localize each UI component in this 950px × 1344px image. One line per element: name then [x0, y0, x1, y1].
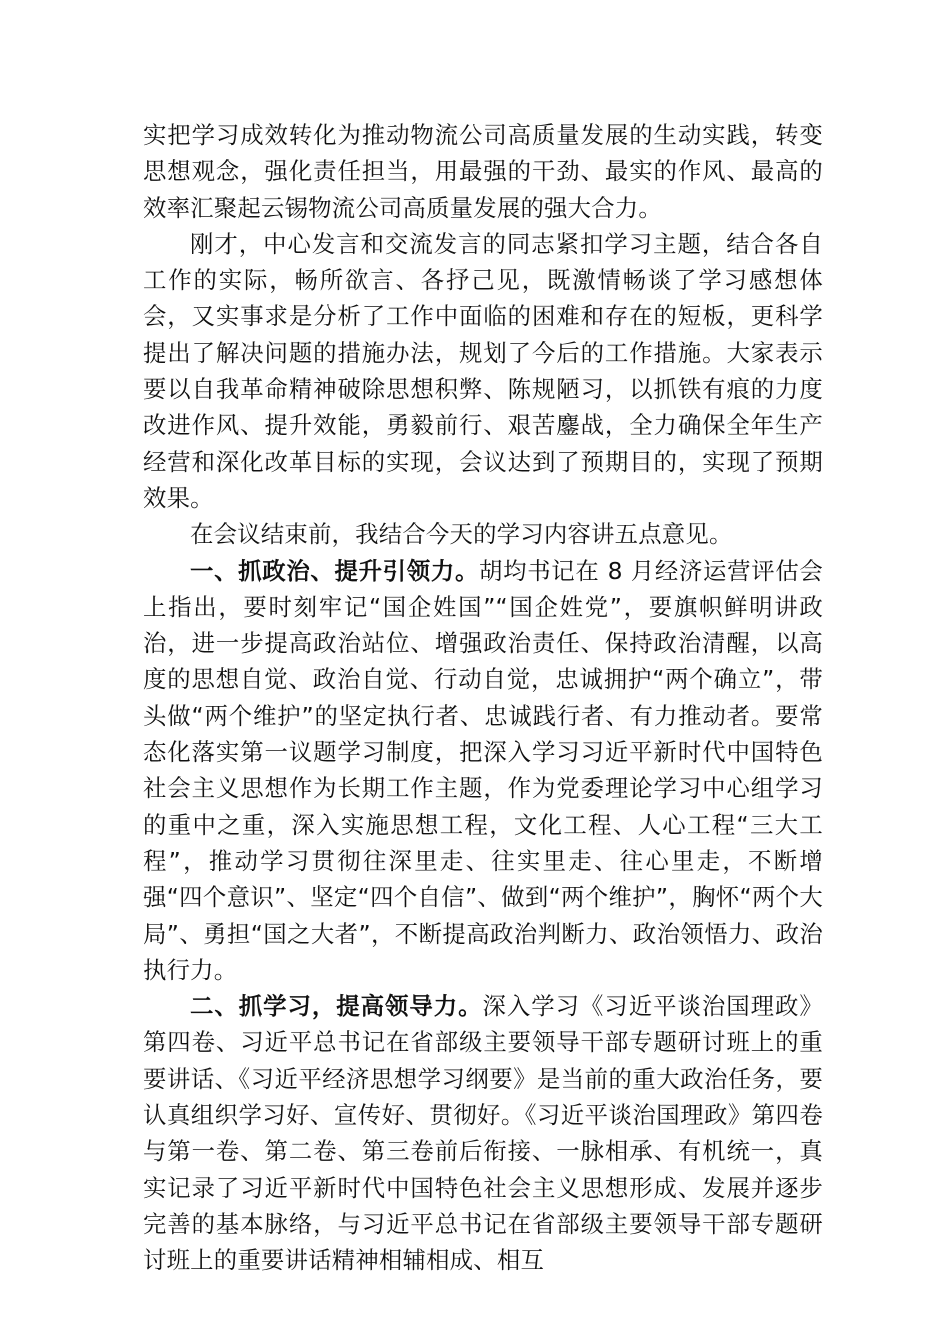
section-heading: 二、抓学习，提高领导力。 — [190, 992, 483, 1021]
section-heading: 一、抓政治、提升引领力。 — [190, 556, 480, 585]
paragraph-point-two — [143, 988, 823, 1278]
paragraph-continuation — [143, 117, 823, 226]
paragraph-text: 刚才，中心发言和交流发言的同志紧扣学习主题，结合各自工作的实际，畅所欲言、各抒己见，既激情畅谈了学习感想体会，又实事求是分析了工作中面临的困难和存在的短板，更科学提出了解决问题的措施办法，规划了今后的工作措施。大家表示要以自我革命精神破除思想积弊、陈规陋习，以抓铁有痕的力度改进作风、提升效能，勇毅前行、艰苦鏖战，全力确保全年生产经营和深化改革目标的实现，会议达到了预期目的，实现了预期效果。 — [143, 229, 823, 512]
paragraph-intro — [143, 516, 823, 552]
paragraph-text: 在会议结束前，我结合今天的学习内容讲五点意见。 — [190, 520, 733, 549]
paragraph-text: 实把学习成效转化为推动物流公司高质量发展的生动实践，转变思想观念，强化责任担当，用最强的干劲、最实的作风、最高的效率汇聚起云锡物流公司高质量发展的强大合力。 — [143, 121, 823, 222]
document-body — [143, 117, 823, 1279]
paragraph-text: 深入学习《习近平谈治国理政》第四卷、习近平总书记在省部级主要领导干部专题研讨班上的重要讲话、《习近平经济思想学习纲要》是当前的重大政治任务，要认真组织学习好、宣传好、贯彻好。《习近平谈治国理政》第四卷与第一卷、第二卷、第三卷前后衔接、一脉相承、有机统一，真实记录了习近平新时代中国特色社会主义思想形成、发展并逐步完善的基本脉络，与习近平总书记在省部级主要领导干部专题研讨班上的重要讲话精神相辅相成、相互 — [143, 992, 823, 1275]
paragraph-point-one — [143, 553, 823, 989]
paragraph-meeting-summary — [143, 226, 823, 516]
paragraph-text: 胡均书记在 8 月经济运营评估会上指出，要时刻牢记“国企姓国”“国企姓党”，要旗帜鲜明讲政治，进一步提高政治站位、增强政治责任、保持政治清醒，以高度的思想自觉、政治自觉、行动自觉，忠诚拥护“两个确立”，带头做“两个维护”的坚定执行者、忠诚践行者、有力推动者。要常态化落实第一议题学习制度，把深入学习习近平新时代中国特色社会主义思想作为长期工作主题，作为党委理论学习中心组学习的重中之重，深入实施思想工程，文化工程、人心工程“三大工程”，推动学习贯彻往深里走、往实里走、往心里走，不断增强“四个意识”、坚定“四个自信”、做到“两个维护”，胸怀“两个大局”、勇担“国之大者”，不断提高政治判断力、政治领悟力、政治执行力。 — [143, 556, 823, 984]
